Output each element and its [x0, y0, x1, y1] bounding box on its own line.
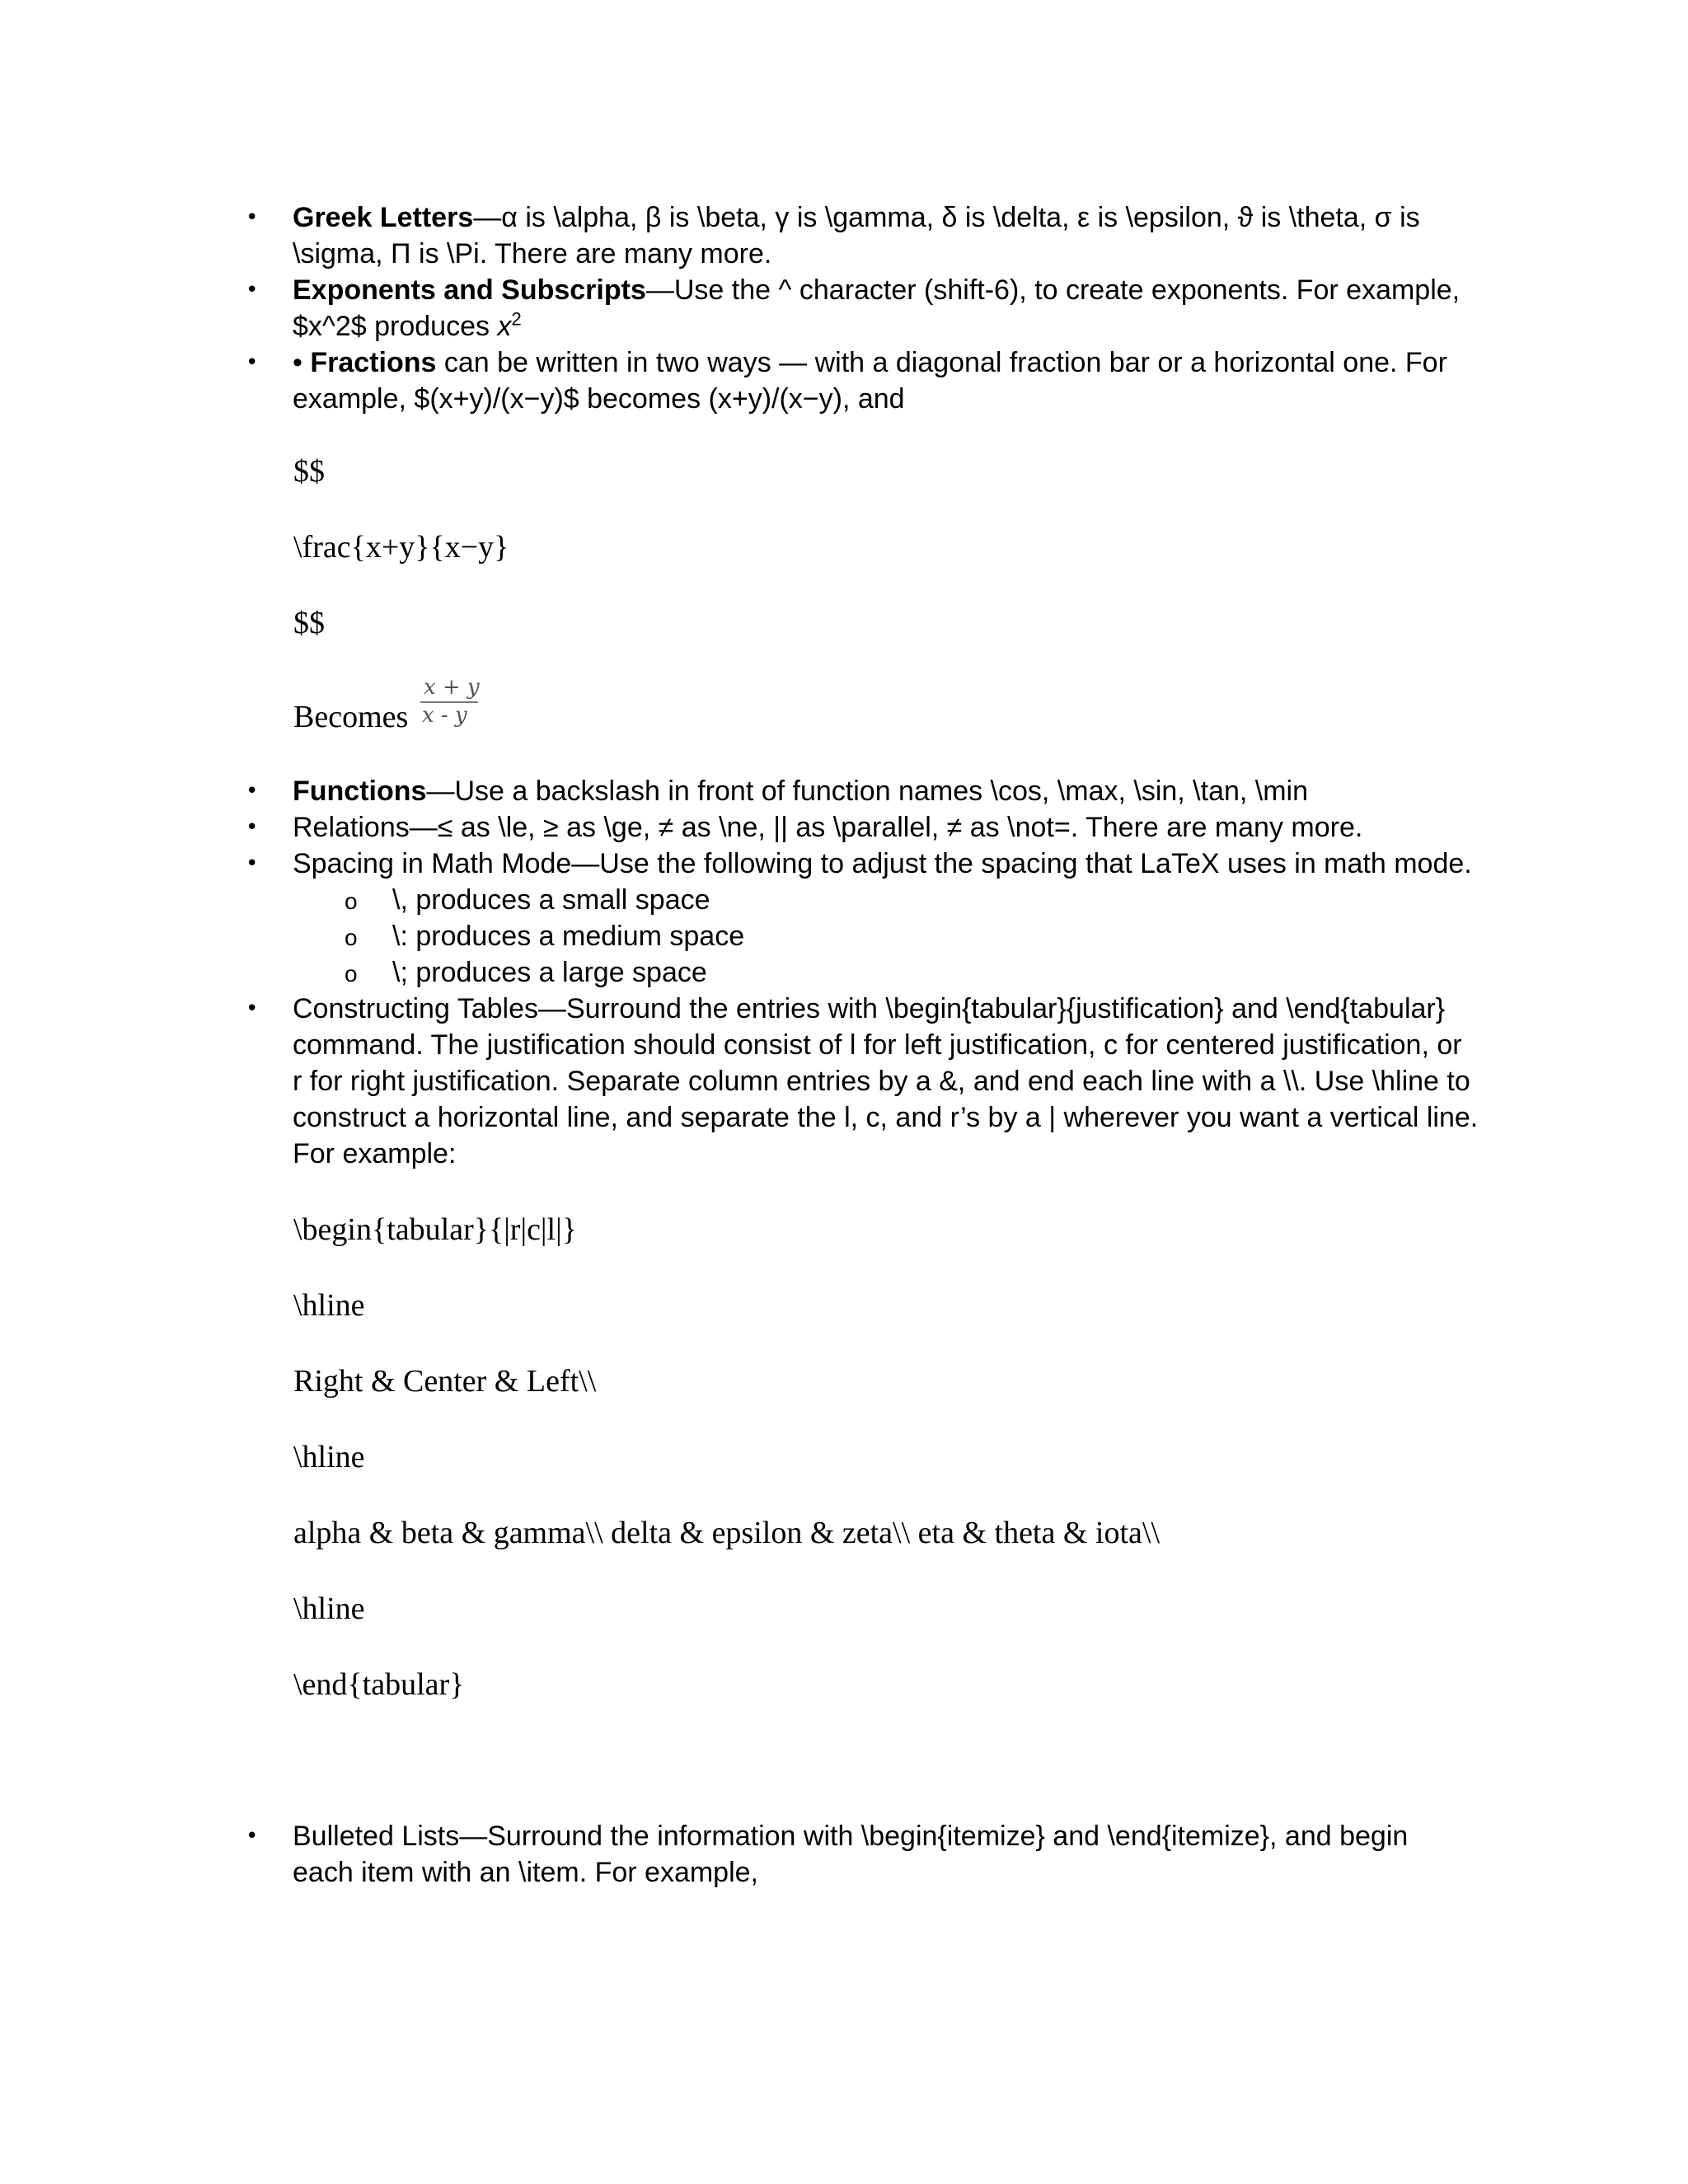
bullet-relations: •	[246, 815, 259, 840]
tables-line-1: Constructing Tables—Surround the entries with \begin{tabular}{justification} and \end{tabular}	[293, 993, 1446, 1024]
tables-line-4: construct a horizontal line, and separate the l, c, and r’s by a | wherever you want a vertical line.	[293, 1102, 1479, 1133]
functions-line-1	[293, 773, 1479, 809]
exponents-line-1	[293, 272, 1479, 308]
greek-title: Greek Letters	[293, 202, 474, 233]
fraction-denominator: x - y	[422, 703, 467, 728]
exponent-variable: x	[497, 311, 512, 342]
bullet-functions: •	[246, 779, 259, 804]
greek-line-1	[293, 199, 1479, 236]
item-exponents	[293, 272, 1479, 344]
table-code-line-4: \hline	[293, 1440, 365, 1474]
greek-text-1: —α is \alpha, β is \beta, γ is \gamma, δ is \delta, ε is \epsilon, ϑ is \theta, σ is	[473, 202, 1420, 233]
table-code-line-7: \end{tabular}	[293, 1667, 465, 1702]
sub-bullet-medium: o	[345, 925, 358, 950]
tables-line-3: r for right justification. Separate column entries by a &, and end each line with a \\. Use \hline to	[293, 1066, 1470, 1097]
table-code-line-3: Right & Center & Left\\	[293, 1364, 597, 1399]
exponents-line-2	[293, 308, 1479, 344]
fractions-text-1: can be written in two ways — with a diagonal fraction bar or a horizontal one. For	[436, 347, 1447, 378]
item-tables	[293, 991, 1479, 1172]
spacing-medium: \: produces a medium space	[392, 921, 745, 952]
table-code-line-6: \hline	[293, 1591, 365, 1626]
table-code-line-5: alpha & beta & gamma\\ delta & epsilon & zeta\\ eta & theta & iota\\	[293, 1516, 1160, 1550]
fractions-title: Fractions	[310, 347, 437, 378]
fractions-lead: •	[293, 347, 311, 378]
exponents-text-2: $x^2$ produces	[293, 311, 498, 342]
fraction-image	[419, 676, 481, 729]
exponent-superscript: 2	[511, 308, 522, 330]
item-relations: Relations—≤ as \le, ≥ as \ge, ≠ as \ne, || as \parallel, ≠ as \not=. There are many more.	[293, 812, 1363, 843]
frac-code-line-1: $$	[293, 454, 325, 489]
item-functions	[293, 773, 1479, 809]
item-spacing: Spacing in Math Mode—Use the following to adjust the spacing that LaTeX uses in math mode.	[293, 848, 1472, 879]
functions-title: Functions	[293, 776, 427, 807]
exponents-title: Exponents and Subscripts	[293, 274, 646, 306]
fractions-line-2: example, $(x+y)/(x−y)$ becomes (x+y)/(x−y), and	[293, 383, 905, 415]
greek-line-2: \sigma, Π is \Pi. There are many more.	[293, 238, 772, 269]
item-fractions	[293, 344, 1479, 417]
sub-bullet-large: o	[345, 961, 358, 987]
bullet-fractions: •	[246, 350, 259, 375]
table-code-line-2: \hline	[293, 1288, 365, 1323]
functions-text-1: —Use a backslash in front of function names \cos, \max, \sin, \tan, \min	[426, 776, 1309, 807]
bullet-tables: •	[246, 996, 259, 1021]
frac-code-line-3: $$	[293, 606, 325, 640]
bullet-exponents: •	[246, 278, 259, 302]
frac-code-line-2: \frac{x+y}{x−y}	[293, 530, 509, 565]
spacing-small: \, produces a small space	[392, 884, 710, 916]
fractions-line-1	[293, 344, 1479, 381]
spacing-large: \; produces a large space	[392, 957, 707, 988]
bullet-lists: •	[246, 1824, 259, 1849]
item-bulleted-lists	[293, 1818, 1479, 1891]
tables-line-5: For example:	[293, 1138, 457, 1169]
fraction-numerator: x + y	[424, 675, 480, 700]
lists-line-2: each item with an \item. For example,	[293, 1857, 759, 1888]
sub-bullet-small: o	[345, 888, 358, 914]
bullet-greek: •	[246, 205, 259, 230]
table-code-line-1: \begin{tabular}{|r|c|l|}	[293, 1212, 577, 1247]
item-greek-letters	[293, 199, 1479, 272]
tables-line-2: command. The justification should consist of l for left justification, c for centered justification, or	[293, 1029, 1462, 1061]
becomes-label: Becomes	[293, 700, 409, 734]
exponents-text-1: —Use the ^ character (shift-6), to create exponents. For example,	[645, 274, 1461, 306]
bullet-spacing: •	[246, 851, 259, 876]
lists-line-1: Bulleted Lists—Surround the information with \begin{itemize} and \end{itemize}, and begin	[293, 1821, 1409, 1852]
